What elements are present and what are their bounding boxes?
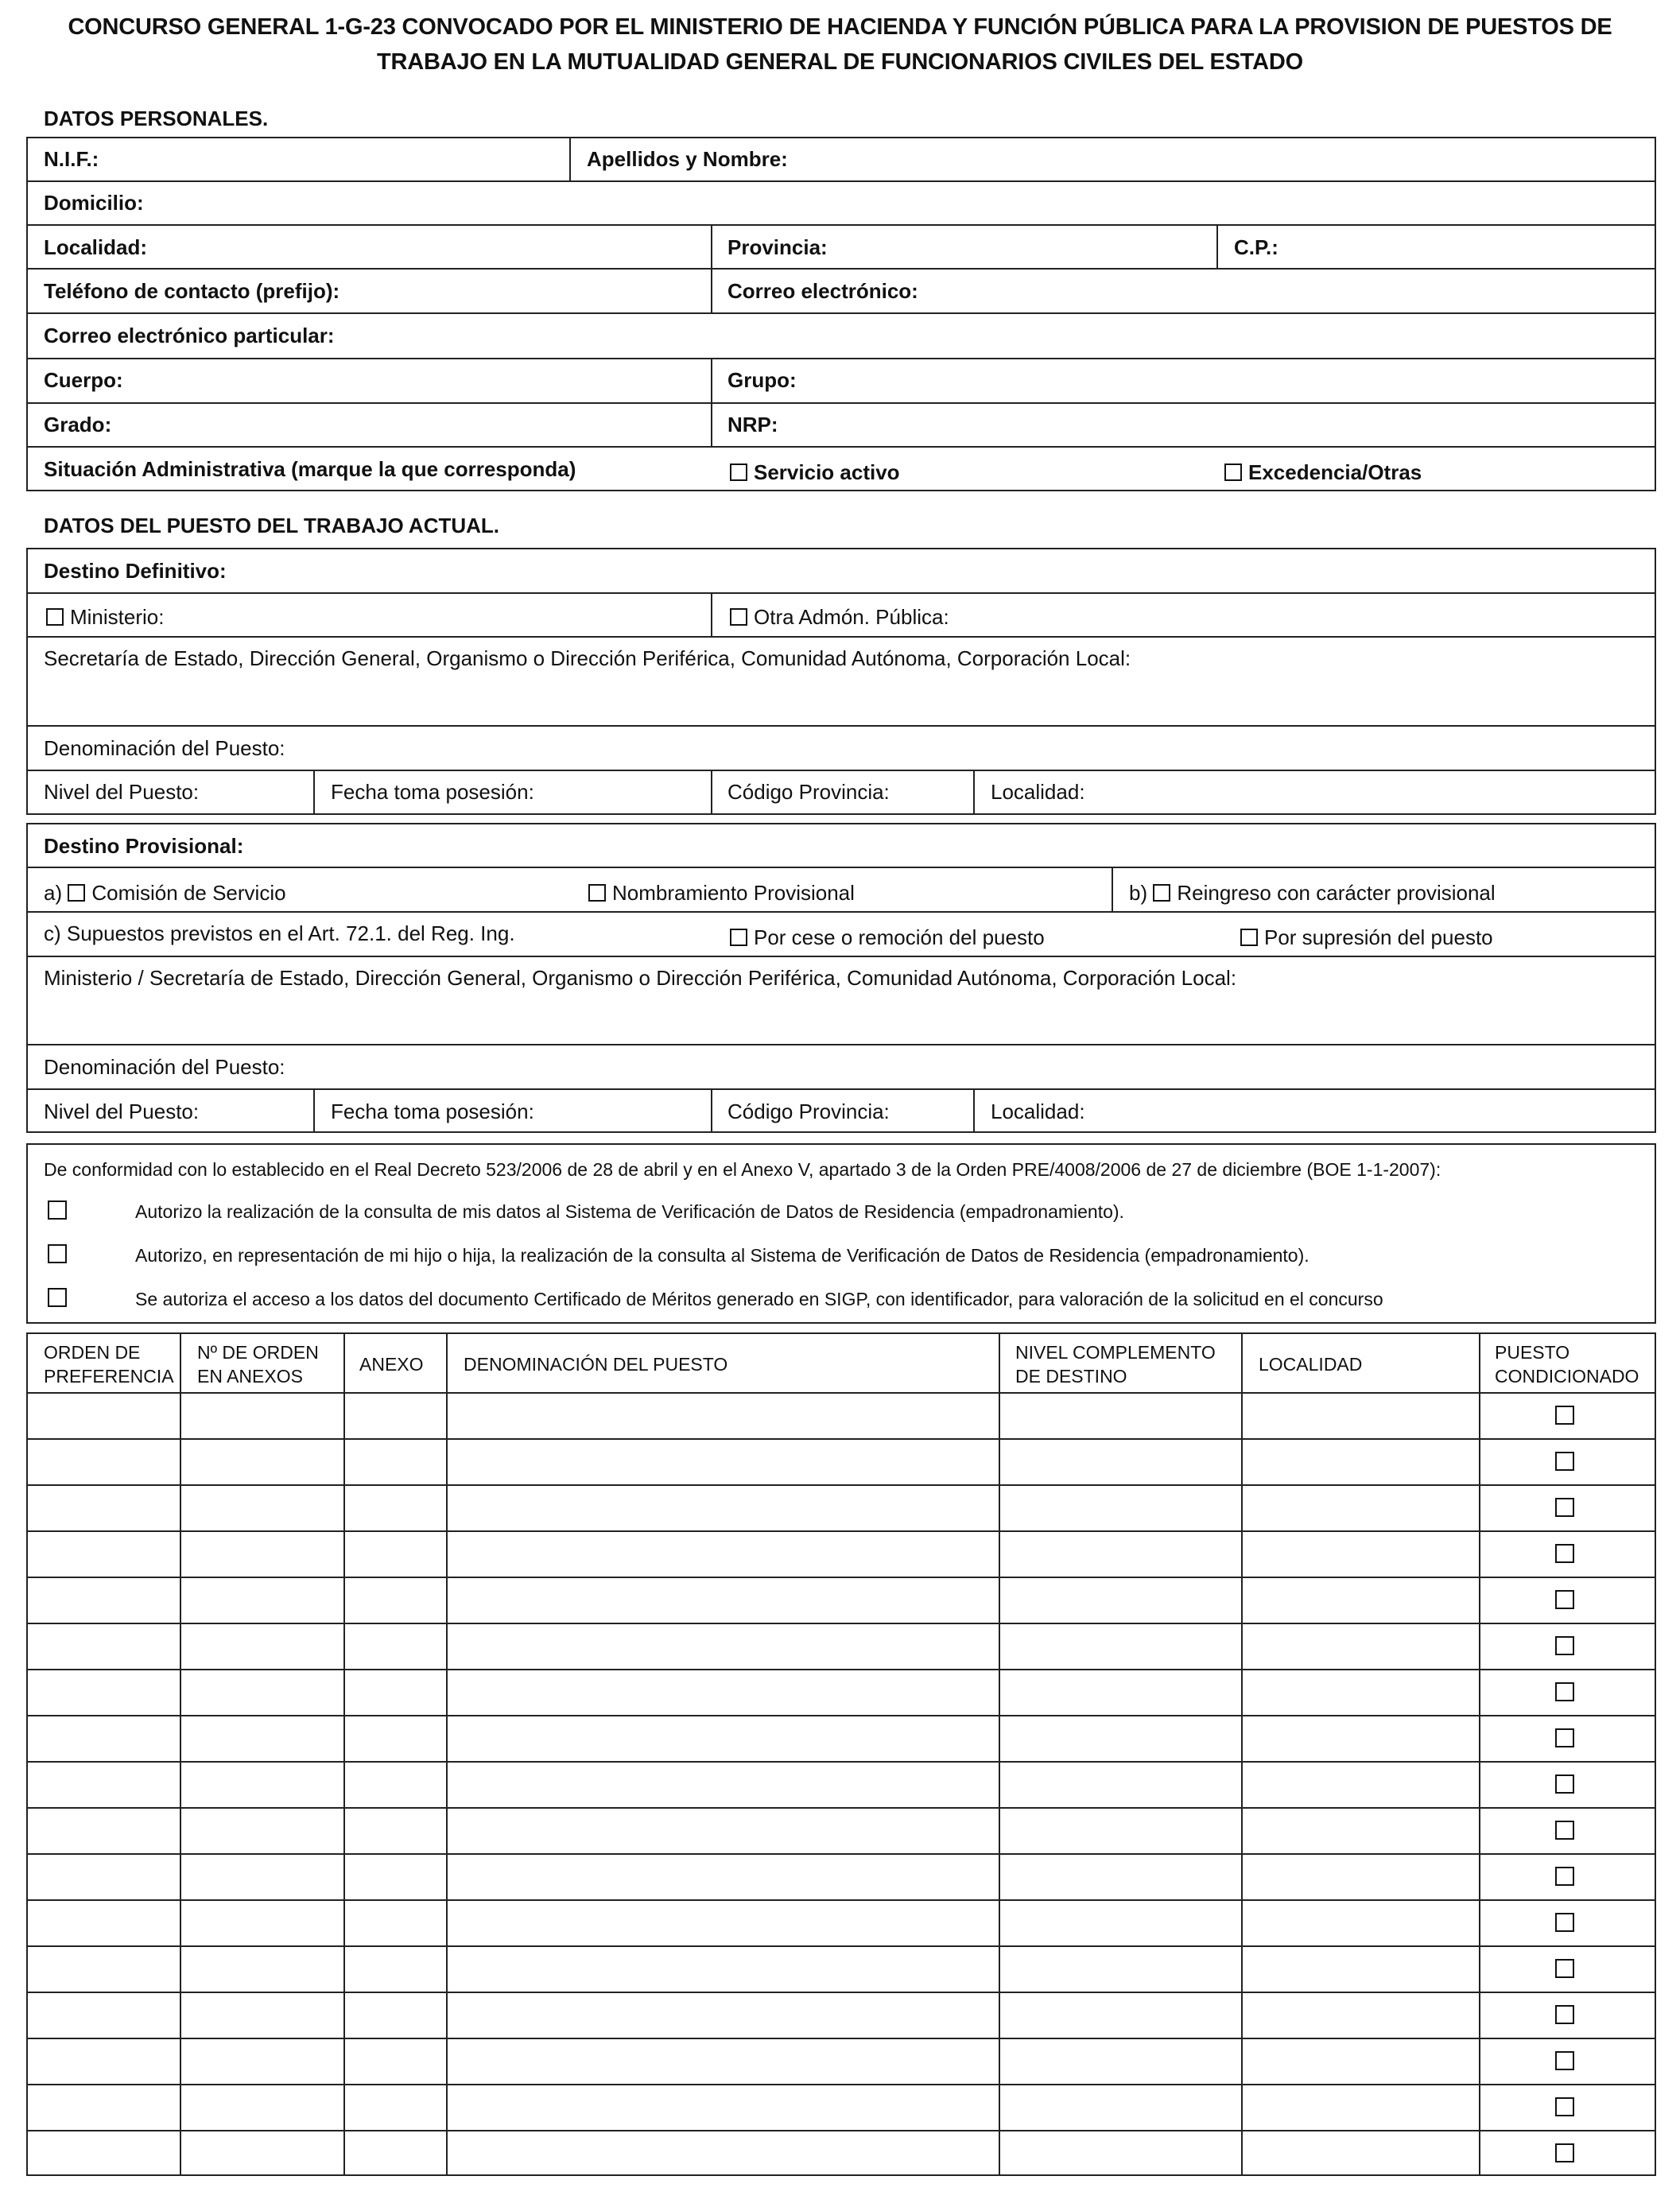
checkbox-icon[interactable] <box>730 608 747 626</box>
commission-label: Comisión de Servicio <box>91 881 286 905</box>
provisional-appointment-option[interactable] <box>588 881 855 905</box>
regulation-cases-label: c) Supuestos previstos en el Art. 72.1. del Reg. Ing. <box>44 921 515 945</box>
suppression-label: Por supresión del puesto <box>1264 925 1493 949</box>
divider <box>26 725 1656 727</box>
divider <box>1241 1332 1243 2176</box>
divider <box>1479 1332 1480 2176</box>
other-admin-option[interactable] <box>730 605 949 629</box>
provisional-appointment-label: Nombramiento Provisional <box>612 881 855 905</box>
table-row <box>26 1899 1656 1901</box>
table-row <box>26 1438 1656 1440</box>
postal-code-field[interactable]: C.P.: <box>1234 235 1278 259</box>
other-admin-label: Otra Admón. Pública: <box>754 605 949 629</box>
divider <box>26 446 1656 448</box>
divider <box>26 180 1656 182</box>
divider <box>180 1332 181 2176</box>
header-level-line-1: NIVEL COMPLEMENTO <box>1015 1342 1216 1363</box>
suppression-option[interactable] <box>1240 925 1493 949</box>
table-row <box>26 1392 1656 1394</box>
divider <box>26 312 1656 314</box>
form-title <box>32 10 1648 80</box>
header-conditioned <box>1495 1340 1639 1388</box>
divider <box>26 224 1656 226</box>
conditioned-checkbox-icon[interactable] <box>1555 1452 1574 1471</box>
conditioned-checkbox-icon[interactable] <box>1555 2051 1574 2070</box>
conditioned-checkbox-icon[interactable] <box>1555 1498 1574 1517</box>
header-conditioned-line-1: PUESTO <box>1495 1342 1570 1363</box>
divider <box>973 770 975 815</box>
leave-label: Excedencia/Otras <box>1248 460 1422 484</box>
conditioned-checkbox-icon[interactable] <box>1555 1728 1574 1747</box>
table-row <box>26 1945 1656 1947</box>
corps-field[interactable]: Cuerpo: <box>44 368 123 392</box>
table-row <box>26 1530 1656 1532</box>
header-level <box>1015 1340 1216 1388</box>
conditioned-checkbox-icon[interactable] <box>1555 1636 1574 1655</box>
nrp-field[interactable]: NRP: <box>727 413 778 436</box>
checkbox-icon[interactable] <box>46 608 64 626</box>
divider <box>26 402 1656 404</box>
checkbox-icon[interactable] <box>1224 464 1242 481</box>
table-row <box>26 1484 1656 1486</box>
divider <box>26 770 1656 771</box>
conditioned-checkbox-icon[interactable] <box>1555 1775 1574 1794</box>
reentry-option[interactable] <box>1129 881 1496 905</box>
header-conditioned-line-2: CONDICIONADO <box>1495 1366 1639 1387</box>
table-row <box>26 1992 1656 1993</box>
possession-date-field[interactable]: Fecha toma posesión: <box>331 780 534 804</box>
table-row <box>26 1577 1656 1578</box>
provisional-level-field[interactable]: Nivel del Puesto: <box>44 1100 200 1123</box>
divider <box>711 224 712 312</box>
grade-field[interactable]: Grado: <box>44 413 112 436</box>
conditioned-checkbox-icon[interactable] <box>1555 1913 1574 1932</box>
ministry-option[interactable] <box>46 605 164 629</box>
divider <box>446 1332 448 2176</box>
divider <box>26 636 1656 638</box>
phone-field[interactable]: Teléfono de contacto (prefijo): <box>44 279 340 303</box>
checkbox-icon[interactable] <box>730 464 747 481</box>
form-title-line-2: TRABAJO EN LA MUTUALIDAD GENERAL DE FUNCIONARIOS CIVILES DEL ESTADO <box>377 49 1303 75</box>
checkbox-icon[interactable] <box>1240 929 1258 946</box>
header-preference-order-line-2: PREFERENCIA <box>44 1366 174 1387</box>
provisional-date-field[interactable]: Fecha toma posesión: <box>331 1100 534 1123</box>
post-level-field[interactable]: Nivel del Puesto: <box>44 780 200 804</box>
consent-3-label: Se autoriza el acceso a los datos del documento Certificado de Méritos generado en SIGP, con identificador, para valoración de la solicitud en el concurso <box>135 1289 1383 1309</box>
header-annex-order-line-2: EN ANEXOS <box>197 1366 303 1387</box>
conditioned-checkbox-icon[interactable] <box>1555 1867 1574 1886</box>
divider <box>26 911 1656 913</box>
divider <box>711 592 712 637</box>
divider <box>711 1088 712 1133</box>
divider <box>569 137 571 181</box>
header-preference-order-line-1: ORDEN DE <box>44 1342 141 1363</box>
provisional-locality-field[interactable]: Localidad: <box>991 1100 1085 1123</box>
leave-option[interactable] <box>1224 460 1422 484</box>
admin-situation-label: Situación Administrativa (marque la que corresponda) <box>44 457 576 481</box>
active-service-option[interactable] <box>730 460 900 484</box>
provisional-province-code-field[interactable]: Código Provincia: <box>727 1100 890 1123</box>
conditioned-checkbox-icon[interactable] <box>1555 1544 1574 1563</box>
divider <box>26 1088 1656 1090</box>
commission-option[interactable] <box>44 881 286 905</box>
group-field[interactable]: Grupo: <box>727 368 797 392</box>
table-row <box>26 1761 1656 1763</box>
conditioned-checkbox-icon[interactable] <box>1555 1590 1574 1609</box>
consent-1-label: Autorizo la realización de la consulta de mis datos al Sistema de Verificación de Datos de Residencia (empadronamiento). <box>135 1201 1124 1222</box>
preference-table <box>26 1332 1656 2176</box>
consent-1-checkbox-icon[interactable] <box>48 1200 67 1220</box>
divider <box>1112 867 1113 912</box>
personal-data-heading: DATOS PERSONALES. <box>44 107 269 130</box>
conditioned-checkbox-icon[interactable] <box>1555 2143 1574 2162</box>
table-row <box>26 2038 1656 2039</box>
table-row <box>26 1807 1656 1809</box>
divider <box>343 1332 345 2176</box>
header-annex-order-line-1: Nº DE ORDEN <box>197 1342 319 1363</box>
option-a-prefix: a) <box>44 881 63 905</box>
header-locality: LOCALIDAD <box>1259 1354 1363 1375</box>
option-b-prefix: b) <box>1129 881 1148 905</box>
header-annex-order <box>197 1340 319 1388</box>
definitive-post-box <box>26 548 1656 815</box>
checkbox-icon[interactable] <box>1153 884 1170 902</box>
conditioned-checkbox-icon[interactable] <box>1555 2005 1574 2024</box>
header-post-name: DENOMINACIÓN DEL PUESTO <box>464 1354 728 1375</box>
consent-2-checkbox-icon[interactable] <box>48 1244 67 1263</box>
form-title-line-1: CONCURSO GENERAL 1-G-23 CONVOCADO POR EL MINISTERIO DE HACIENDA Y FUNCIÓN PÚBLICA PARA LA PROVISION DE PUESTOS DE <box>68 14 1612 40</box>
consent-2-label: Autorizo, en representación de mi hijo o hija, la realización de la consulta al Sistema de Verificación de Datos de Residencia (empadronamiento). <box>135 1245 1309 1266</box>
conditioned-checkbox-icon[interactable] <box>1555 1682 1574 1701</box>
personal-email-field[interactable]: Correo electrónico particular: <box>44 324 335 347</box>
personal-data-box <box>26 137 1656 491</box>
locality-field[interactable]: Localidad: <box>44 235 148 259</box>
name-field[interactable]: Apellidos y Nombre: <box>587 147 788 171</box>
header-level-line-2: DE DESTINO <box>1015 1366 1127 1387</box>
divider <box>973 1088 975 1133</box>
email-field[interactable]: Correo electrónico: <box>727 279 918 303</box>
checkbox-icon[interactable] <box>68 884 85 902</box>
active-service-label: Servicio activo <box>754 460 900 484</box>
conditioned-checkbox-icon[interactable] <box>1555 1959 1574 1978</box>
provisional-post-title: Destino Provisional: <box>44 834 244 858</box>
conditioned-checkbox-icon[interactable] <box>1555 1821 1574 1840</box>
divider <box>711 770 712 815</box>
header-preference-order <box>44 1340 174 1388</box>
address-field[interactable]: Domicilio: <box>44 191 144 215</box>
dismissal-label: Por cese o remoción del puesto <box>754 925 1045 949</box>
table-row <box>26 2130 1656 2131</box>
divider <box>26 1044 1656 1045</box>
consent-intro: De conformidad con lo establecido en el Real Decreto 523/2006 de 28 de abril y en el Anexo V, apartado 3 de la Orden PRE/4008/2006 de 27 de diciembre (BOE 1-1-2007): <box>44 1159 1441 1180</box>
current-post-heading: DATOS DEL PUESTO DEL TRABAJO ACTUAL. <box>44 514 500 537</box>
divider <box>711 358 712 447</box>
divider <box>26 956 1656 957</box>
divider <box>313 1088 315 1133</box>
reentry-label: Reingreso con carácter provisional <box>1177 881 1496 905</box>
checkbox-icon[interactable] <box>730 929 747 946</box>
divider <box>313 770 315 815</box>
checkbox-icon[interactable] <box>588 884 606 902</box>
consent-3-checkbox-icon[interactable] <box>48 1288 67 1307</box>
secretariat-field[interactable]: Secretaría de Estado, Dirección General, Organismo o Dirección Periférica, Comunidad Autónoma, Corporación Local: <box>44 646 1131 670</box>
province-code-field[interactable]: Código Provincia: <box>727 780 890 804</box>
divider <box>26 268 1656 270</box>
dismissal-option[interactable] <box>730 925 1045 949</box>
table-row <box>26 1853 1656 1855</box>
table-row <box>26 1669 1656 1670</box>
provisional-ministry-field[interactable]: Ministerio / Secretaría de Estado, Dirección General, Organismo o Dirección Periférica, Comunidad Autónoma, Corporación Local: <box>44 966 1237 990</box>
province-field[interactable]: Provincia: <box>727 235 828 259</box>
divider <box>26 592 1656 594</box>
table-row <box>26 1623 1656 1624</box>
divider <box>26 867 1656 868</box>
conditioned-checkbox-icon[interactable] <box>1555 2097 1574 2116</box>
divider <box>26 358 1656 359</box>
conditioned-checkbox-icon[interactable] <box>1555 1406 1574 1425</box>
table-row <box>26 1715 1656 1716</box>
ministry-label: Ministerio: <box>70 605 165 629</box>
divider <box>999 1332 1000 2176</box>
provisional-post-name-field[interactable]: Denominación del Puesto: <box>44 1055 285 1079</box>
definitive-post-title: Destino Definitivo: <box>44 559 227 583</box>
post-name-field[interactable]: Denominación del Puesto: <box>44 736 285 760</box>
table-row <box>26 2084 1656 2085</box>
nif-field[interactable]: N.I.F.: <box>44 147 99 171</box>
divider <box>1216 224 1218 269</box>
header-annex: ANEXO <box>359 1354 424 1375</box>
post-locality-field[interactable]: Localidad: <box>991 780 1085 804</box>
